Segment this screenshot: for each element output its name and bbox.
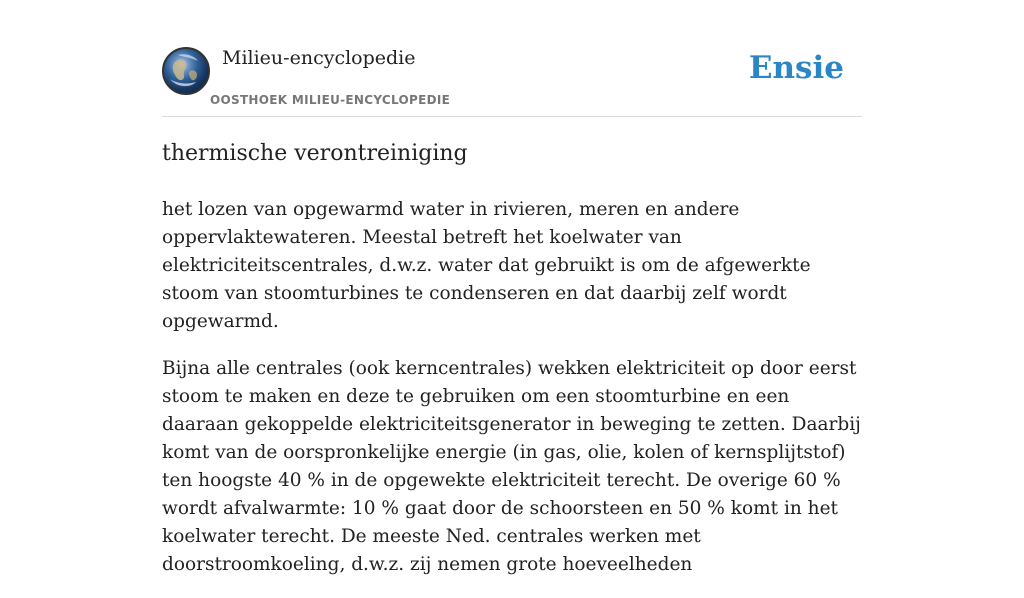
article-paragraph: Bijna alle centrales (ook kerncentrales) wekken elektriciteit op door eerst stoom te maken en deze te gebruiken om een stoomturbine en een daaraan gekoppelde elektriciteitsgenerator in beweging te zetten. Daarbij komt van de oorspronkelijke energie (in gas, olie, kolen of kernsplijtstof) ten hoogste 40 % in de opgewekte elektriciteit terecht. De overige 60 % wordt afvalwarmte: 10 % gaat door de schoorsteen en 50 % komt in het koelwater terecht. De meeste Ned. centrales werken met doorstroomkoeling, d.w.z. zij nemen grote hoeveelheden [162,358,861,575]
site-subtitle: OOSTHOEK MILIEU-ENCYCLOPEDIE [210,93,451,107]
article-paragraph: het lozen van opgewarmd water in rivieren, meren en andere oppervlaktewateren. Meestal betreft het koelwater van elektriciteitscentrales, d.w.z. water dat gebruikt is om de afgewerkte stoom van stoomturbines te condenseren en dat daarbij zelf wordt opgewarmd. [162,199,811,332]
brand-logo-link[interactable]: Ensie [748,50,844,86]
site-header [162,44,862,117]
earth-globe-icon[interactable] [162,47,210,95]
site-title[interactable]: Milieu-encyclopedie [222,47,416,69]
page-title: thermische verontreiniging [162,141,468,166]
article-content [162,138,862,598]
